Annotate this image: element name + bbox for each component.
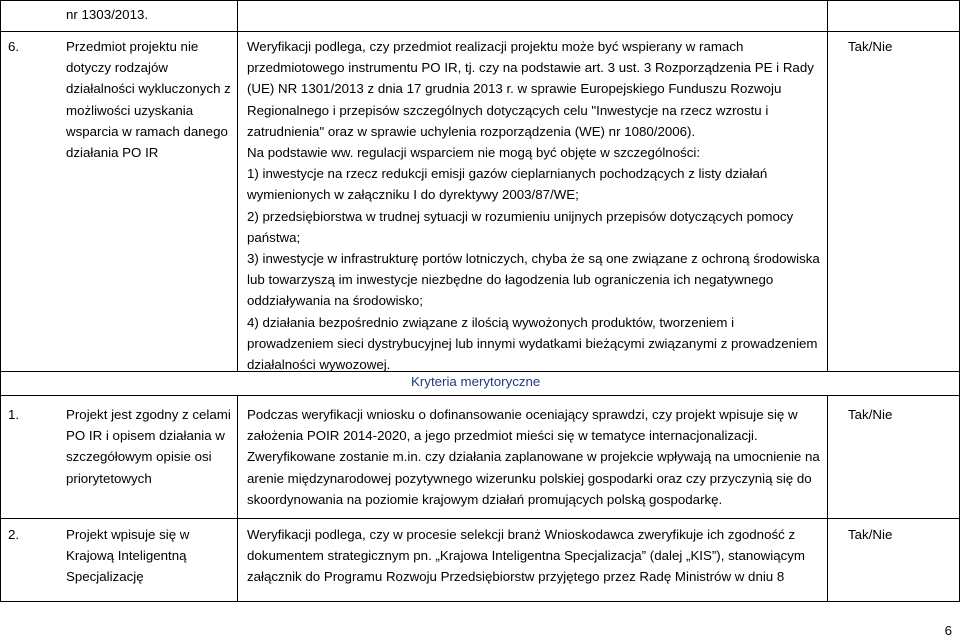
description-line: przedmiotowego instrumentu PO IR, tj. czy na podstawie art. 3 ust. 3 Rozporządzenia PE i Rady bbox=[247, 60, 814, 76]
criterion-line: możliwości uzyskania bbox=[66, 102, 194, 118]
column-divider bbox=[827, 0, 828, 372]
column-divider bbox=[237, 395, 238, 602]
description-line: Weryfikacji podlega, czy w procesie selekcji branż Wnioskodawca zweryfikuje ich zgodność z bbox=[247, 527, 796, 542]
description-line: Regionalnego i przepisów szczególnych dotyczących celu "Inwestycje na rzecz wzrostu i bbox=[247, 102, 769, 118]
criterion-line: działalności wykluczonych z bbox=[66, 81, 231, 97]
description-line: 2) przedsiębiorstwa w trudnej sytuacji w rozumieniu unijnych przepisów dotyczących pomocy bbox=[247, 208, 794, 224]
top-fragment-text: nr 1303/2013. bbox=[66, 7, 149, 22]
row-number: 6. bbox=[8, 39, 20, 54]
description-line: wymienionych w załączniku I do dyrektywy 2003/87/WE; bbox=[247, 187, 579, 203]
description-line: Podczas weryfikacji wniosku o dofinansowanie oceniający sprawdzi, czy projekt wpisuje się w bbox=[247, 407, 798, 422]
criterion-line: wsparcia w ramach danego bbox=[66, 123, 228, 139]
description-line: 4) działania bezpośrednio związane z ilością wywożonych produktów, tworzeniem i bbox=[247, 314, 735, 330]
criterion-line: priorytetowych bbox=[66, 470, 152, 486]
description-line: 3) inwestycje w infrastrukturę portów lotniczych, chyba że są one związane z ochroną środowiska bbox=[247, 251, 820, 267]
description-line: Na podstawie ww. regulacji wsparciem nie mogą być objęte w szczególności: bbox=[247, 145, 701, 161]
section-heading: Kryteria merytoryczne bbox=[411, 374, 541, 389]
row-number: 2. bbox=[8, 527, 20, 542]
criterion-name bbox=[66, 404, 236, 489]
answer-tak-nie: Tak/Nie bbox=[848, 527, 893, 542]
description-line: 1) inwestycje na rzecz redukcji emisji gazów cieplarnianych pochodzących z listy działań bbox=[247, 166, 768, 182]
criterion-description bbox=[247, 404, 825, 510]
row-divider bbox=[0, 395, 960, 396]
criterion-line: Projekt jest zgodny z celami bbox=[66, 407, 231, 422]
description-line: (UE) NR 1301/2013 z dnia 17 grudnia 2013 r. w sprawie Europejskiego Funduszu Rozwoju bbox=[247, 81, 782, 97]
criterion-description bbox=[247, 36, 825, 375]
description-line: założenia POIR 2014-2020, a jego przedmiot mieści się w tematyce internacjonalizacji. bbox=[247, 428, 758, 444]
description-line: lub towarzyszą im inwestycje niezbędne do łagodzenia lub ograniczenia ich negatywnego bbox=[247, 272, 774, 288]
description-line: prowadzeniem sieci dystrybucyjnej lub innymi wydatkami bieżącymi związanymi z prowadzeniem bbox=[247, 335, 818, 351]
table-left-border bbox=[0, 0, 1, 602]
description-line: zatrudnienia" oraz w sprawie uchylenia rozporządzenia (WE) nr 1080/2006). bbox=[247, 123, 696, 139]
criterion-line: PO IR i opisem działania w bbox=[66, 428, 225, 444]
criterion-description bbox=[247, 524, 825, 588]
description-line: Zweryfikowane zostanie m.in. czy działania zaplanowane w projekcie wpływają na umocnienie na bbox=[247, 449, 820, 465]
row-divider bbox=[0, 518, 960, 519]
description-line: Weryfikacji podlega, czy przedmiot realizacji projektu może być wspierany w ramach bbox=[247, 39, 744, 54]
description-line: skoordynowania na poziomie krajowym działań promujących polską gospodarkę. bbox=[247, 491, 723, 507]
criterion-line: Krajową Inteligentną bbox=[66, 548, 187, 564]
page-number: 6 bbox=[944, 623, 952, 638]
description-line: załącznik do Programu Rozwoju Przedsiębiorstw przyjętego przez Radę Ministrów w dniu 8 bbox=[247, 569, 785, 585]
column-divider bbox=[237, 0, 238, 372]
description-line: państwa; bbox=[247, 229, 301, 245]
row-number: 1. bbox=[8, 407, 20, 422]
criterion-line: Przedmiot projektu nie bbox=[66, 39, 199, 54]
description-line: arenie międzynarodowej pozytywnego wizerunku polskiej gospodarki oraz czy przyczynią się do bbox=[247, 470, 812, 486]
answer-tak-nie: Tak/Nie bbox=[848, 39, 893, 54]
description-line: działalności wywozowej. bbox=[247, 357, 391, 373]
criterion-line: działania PO IR bbox=[66, 145, 159, 161]
description-line: dokumentem strategicznym pn. „Krajowa Inteligentna Specjalizacja” (dalej „KIS”), stanowiącym bbox=[247, 548, 805, 564]
row-divider bbox=[0, 31, 960, 32]
criterion-name bbox=[66, 36, 236, 163]
criterion-name bbox=[66, 524, 236, 588]
answer-tak-nie: Tak/Nie bbox=[848, 407, 893, 422]
table-top-border bbox=[0, 0, 960, 1]
criterion-line: szczegółowym opisie osi bbox=[66, 449, 212, 465]
description-line: oddziaływania na środowisko; bbox=[247, 293, 423, 309]
table-bottom-border bbox=[0, 601, 960, 602]
criterion-line: Specjalizację bbox=[66, 569, 144, 585]
criterion-line: dotyczy rodzajów bbox=[66, 60, 168, 76]
criterion-line: Projekt wpisuje się w bbox=[66, 527, 190, 542]
column-divider bbox=[827, 395, 828, 602]
